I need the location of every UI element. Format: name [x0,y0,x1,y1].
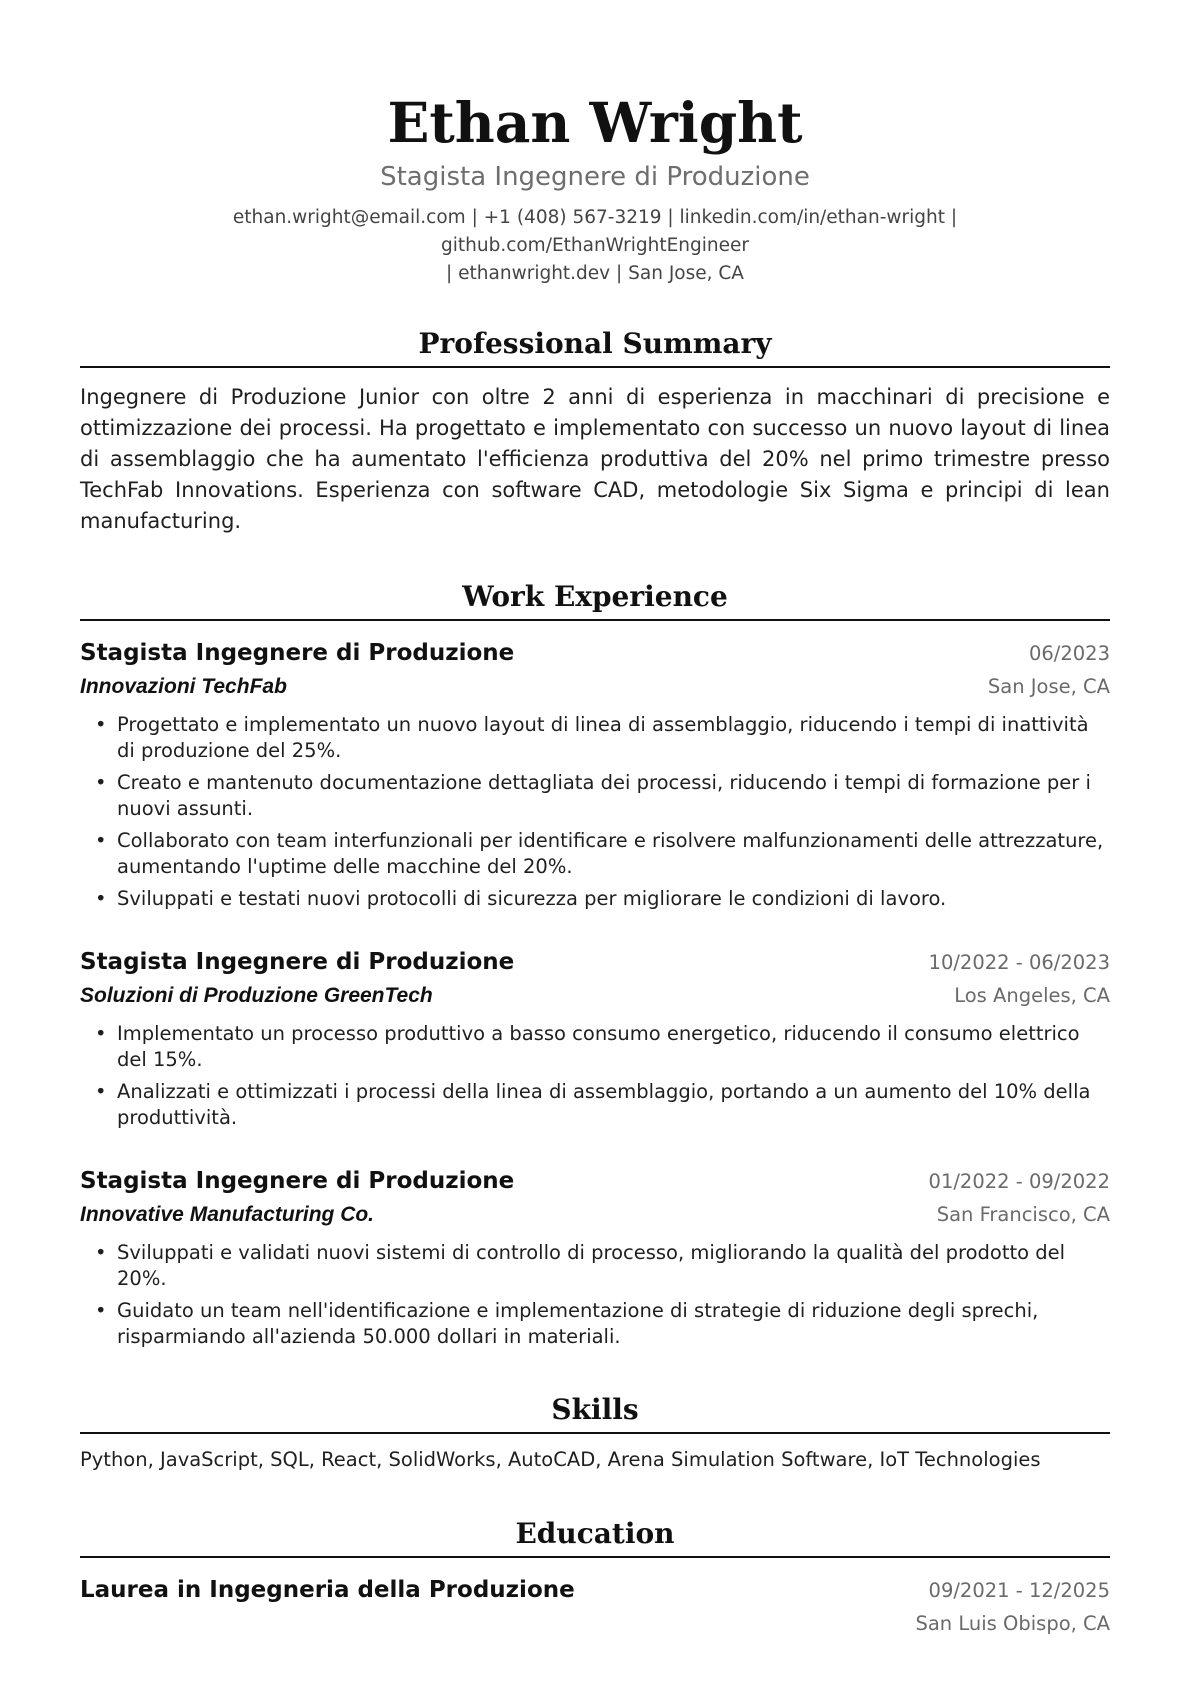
skills-heading: Skills [80,1392,1110,1434]
bullet-icon: • [95,1241,107,1264]
bullet-icon: • [95,1022,107,1045]
job-title: Stagista Ingegnere di Produzione [80,640,515,666]
bullet-text: Analizzati e ottimizzati i processi della linea di assemblaggio, portando a un aumento del 10% della produttività. [117,1080,1091,1129]
bullet-text: Sviluppati e testati nuovi protocolli di sicurezza per migliorare le condizioni di lavoro. [117,887,947,910]
candidate-name: Ethan Wright [387,90,803,155]
degree-title: Laurea in Ingegneria della Produzione [80,1577,575,1603]
bullet-icon: • [95,887,107,910]
bullet-text: Progettato e implementato un nuovo layout di linea di assemblaggio, riducendo i tempi di inattività di produzione del 25%. [117,713,1089,762]
bullet-icon: • [95,1299,107,1322]
job-entry [80,1165,1110,1350]
contact-info [80,204,1110,288]
job-entry [80,946,1110,1131]
bullet-text: Creato e mantenuto documentazione dettagliata dei processi, riducendo i tempi di formazione per i nuovi assunti. [117,771,1091,820]
list-item [80,1021,1110,1073]
skills-section [80,1392,1110,1474]
job-title: Stagista Ingegnere di Produzione [80,949,515,975]
bullet-icon: • [95,771,107,794]
bullet-icon: • [95,829,107,852]
job-bullets [80,1240,1110,1350]
job-location: Los Angeles, CA [954,984,1110,1007]
list-item [80,1079,1110,1131]
education-section [80,1516,1110,1639]
list-item [80,770,1110,822]
bullet-text: Guidato un team nell'identificazione e implementazione di strategie di riduzione degli sprechi, risparmiando all'azienda 50.000 dollari in materiali. [117,1299,1039,1348]
bullet-text: Collaborato con team interfunzionali per identificare e risolvere malfunzionamenti delle attrezzature, aumentando l'uptime delle macchine del 20%. [117,829,1104,878]
list-item [80,886,1110,912]
summary-section [80,326,1110,537]
bullet-text: Implementato un processo produttivo a basso consumo energetico, riducendo il consumo elettrico del 15%. [117,1022,1080,1071]
education-date: 09/2021 - 12/2025 [928,1579,1110,1602]
bullet-icon: • [95,713,107,736]
summary-heading: Professional Summary [80,326,1110,368]
education-heading: Education [80,1516,1110,1558]
company-name: Innovative Manufacturing Co. [80,1203,375,1226]
candidate-headline: Stagista Ingegnere di Produzione [380,162,810,192]
resume-header [80,90,1110,288]
education-location: San Luis Obispo, CA [915,1612,1110,1635]
list-item [80,1240,1110,1292]
company-name: Innovazioni TechFab [80,675,287,698]
job-location: San Francisco, CA [936,1203,1110,1226]
contact-line-2: | ethanwright.dev | San Jose, CA [446,263,744,284]
experience-heading: Work Experience [80,579,1110,621]
job-location: San Jose, CA [987,675,1110,698]
bullet-icon: • [95,1080,107,1103]
list-item [80,1298,1110,1350]
job-title: Stagista Ingegnere di Produzione [80,1168,515,1194]
job-date: 10/2022 - 06/2023 [928,951,1110,974]
list-item [80,828,1110,880]
education-entry [80,1574,1110,1639]
skills-text: Python, JavaScript, SQL, React, SolidWorks, AutoCAD, Arena Simulation Software, IoT Technologies [80,1448,1041,1471]
bullet-text: Sviluppati e validati nuovi sistemi di controllo di processo, migliorando la qualità del prodotto del 20%. [117,1241,1066,1290]
job-date: 01/2022 - 09/2022 [928,1170,1110,1193]
job-entry [80,637,1110,912]
summary-text: Ingegnere di Produzione Junior con oltre 2 anni di esperienza in macchinari di precisione e ottimizzazione dei processi. Ha progettato e implementato con successo un nuovo layout di linea di assemblaggio che ha aumentato l'efficienza produttiva del 20% nel primo trimestre presso TechFab Innovations. Esperienza con software CAD, metodologie Six Sigma e principi di lean manufacturing. [80,385,1110,533]
job-bullets [80,1021,1110,1131]
job-bullets [80,712,1110,912]
company-name: Soluzioni di Produzione GreenTech [80,984,433,1007]
list-item [80,712,1110,764]
contact-line-1: ethan.wright@email.com | +1 (408) 567-3219 | linkedin.com/in/ethan-wright | github.com/EthanWrightEngineer [232,207,958,256]
experience-section [80,579,1110,1350]
job-date: 06/2023 [1028,642,1110,665]
